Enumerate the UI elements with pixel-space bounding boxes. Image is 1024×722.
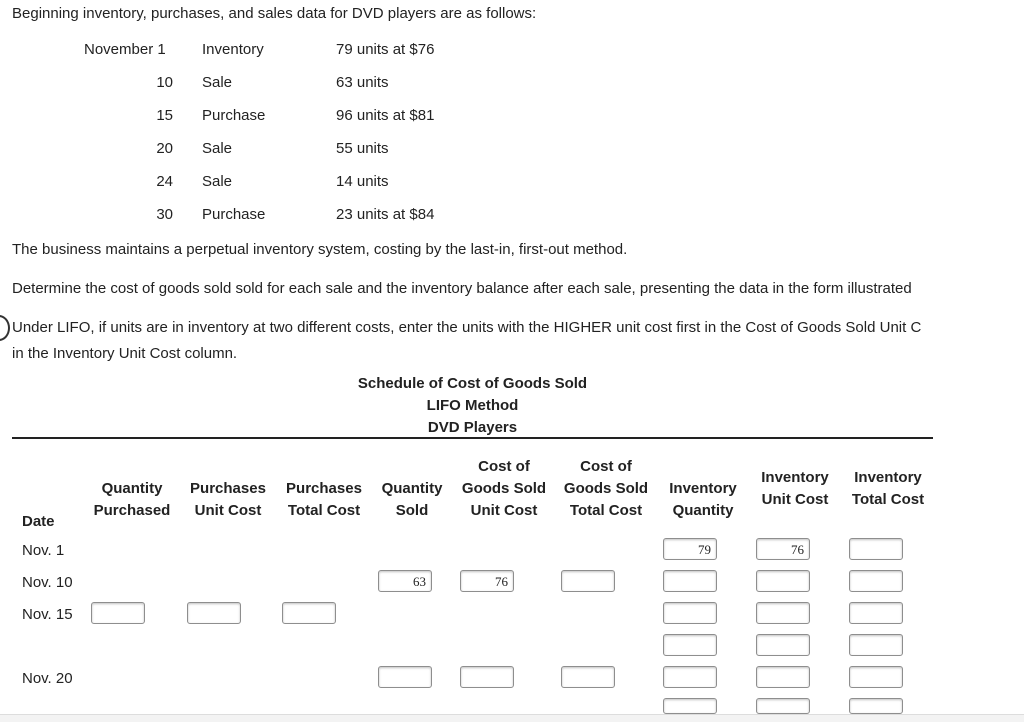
header-line: Quantity	[101, 480, 163, 497]
nov1-inventory-quantity-input[interactable]: 79	[663, 538, 717, 560]
nov15-inventory-unit-cost-input-2[interactable]	[756, 634, 810, 656]
question-marker	[0, 315, 10, 341]
nov10-quantity-sold-input[interactable]: 63	[378, 570, 432, 592]
nov20-inventory-unit-cost-input-1[interactable]	[756, 666, 810, 688]
transaction-day: 15	[156, 107, 173, 124]
header-quantity-sold	[374, 478, 450, 522]
transaction-type: Purchase	[202, 206, 266, 223]
transaction-type: Sale	[202, 173, 233, 190]
nov20-inventory-total-cost-input-2[interactable]	[849, 698, 903, 714]
row-date-nov-15: Nov. 15	[22, 606, 73, 623]
transaction-detail: 55 units	[336, 140, 389, 157]
schedule-title: Schedule of Cost of Goods Sold	[357, 375, 588, 392]
transaction-type: Sale	[202, 74, 233, 91]
header-line: Purchases	[190, 480, 266, 497]
transaction-type: Inventory	[202, 41, 264, 58]
transaction-detail: 23 units at $84	[336, 206, 435, 223]
nov10-cogs-unit-cost-input[interactable]: 76	[460, 570, 514, 592]
nov20-cogs-unit-cost-input[interactable]	[460, 666, 514, 688]
header-line: Inventory	[669, 480, 737, 497]
row-date-nov-1: Nov. 1	[22, 542, 65, 559]
instruction-para-1: The business maintains a perpetual inventory system, costing by the last-in, first-out method.	[12, 241, 628, 258]
header-line: Inventory	[854, 469, 922, 486]
transaction-type: Purchase	[202, 107, 266, 124]
header-line: Total Cost	[287, 502, 361, 519]
transaction-detail: 96 units at $81	[336, 107, 435, 124]
header-line: Inventory	[761, 469, 829, 486]
header-line: Quantity	[672, 502, 734, 519]
instruction-para-3: Under LIFO, if units are in inventory at two different costs, enter the units with the HIGHER unit cost first in the Cost of Goods Sold Unit C	[12, 319, 922, 336]
instruction-para-2: Determine the cost of goods sold sold for each sale and the inventory balance after each sale, presenting the data in the form illustrated	[12, 280, 912, 297]
nov20-inventory-quantity-input-1[interactable]	[663, 666, 717, 688]
header-quantity-purchased	[86, 478, 178, 522]
row-date-nov-20: Nov. 20	[22, 670, 73, 687]
nov1-inventory-total-cost-input[interactable]	[849, 538, 903, 560]
transaction-detail: 79 units at $76	[336, 41, 435, 58]
nov15-inventory-total-cost-input-2[interactable]	[849, 634, 903, 656]
nov1-inventory-unit-cost-input[interactable]: 76	[756, 538, 810, 560]
nov15-purchases-unit-cost-input[interactable]	[187, 602, 241, 624]
nov15-inventory-quantity-input-2[interactable]	[663, 634, 717, 656]
transaction-day: 20	[156, 140, 173, 157]
nov20-inventory-quantity-input-2[interactable]	[663, 698, 717, 714]
nov10-inventory-total-cost-input[interactable]	[849, 570, 903, 592]
nov20-inventory-unit-cost-input-2[interactable]	[756, 698, 810, 714]
header-line: Purchased	[93, 502, 171, 519]
nov10-inventory-quantity-input[interactable]	[663, 570, 717, 592]
nov15-inventory-quantity-input-1[interactable]	[663, 602, 717, 624]
header-inventory-unit-cost	[750, 467, 840, 511]
header-line: Quantity	[381, 480, 443, 497]
header-purchases-total-cost	[279, 478, 369, 522]
nov15-purchases-total-cost-input[interactable]	[282, 602, 336, 624]
header-line: Cost of	[478, 458, 530, 475]
header-line: Cost of	[580, 458, 632, 475]
header-purchases-unit-cost	[184, 478, 272, 522]
transaction-detail: 14 units	[336, 173, 389, 190]
header-line: Unit Cost	[470, 502, 538, 519]
nov15-inventory-unit-cost-input-1[interactable]	[756, 602, 810, 624]
nov20-quantity-sold-input[interactable]	[378, 666, 432, 688]
instruction-para-3-cont: in the Inventory Unit Cost column.	[12, 345, 238, 362]
header-line: Unit Cost	[194, 502, 262, 519]
header-line: Goods Sold	[563, 480, 649, 497]
row-date-nov-10: Nov. 10	[22, 574, 73, 591]
nov20-cogs-total-cost-input[interactable]	[561, 666, 615, 688]
transaction-type: Sale	[202, 140, 233, 157]
header-line: Total Cost	[851, 491, 925, 508]
header-line: Purchases	[286, 480, 362, 497]
nov10-inventory-unit-cost-input[interactable]	[756, 570, 810, 592]
header-line: Sold	[395, 502, 429, 519]
transaction-day: November 1	[84, 41, 166, 58]
transaction-day: 24	[156, 173, 173, 190]
nov10-cogs-total-cost-input[interactable]	[561, 570, 615, 592]
header-line: Goods Sold	[461, 480, 547, 497]
header-inventory-quantity	[659, 478, 747, 522]
transaction-day: 10	[156, 74, 173, 91]
nov15-inventory-total-cost-input-1[interactable]	[849, 602, 903, 624]
header-line: Unit Cost	[761, 491, 829, 508]
header-date: Date	[22, 513, 55, 530]
nov15-quantity-purchased-input[interactable]	[91, 602, 145, 624]
schedule-method: LIFO Method	[426, 397, 519, 414]
header-line: Total Cost	[569, 502, 643, 519]
transaction-day: 30	[156, 206, 173, 223]
nov20-inventory-total-cost-input-1[interactable]	[849, 666, 903, 688]
header-cogs-unit-cost	[456, 456, 552, 522]
intro-text: Beginning inventory, purchases, and sales data for DVD players are as follows:	[12, 5, 537, 22]
header-cogs-total-cost	[558, 456, 654, 522]
schedule-divider	[12, 437, 933, 439]
schedule-product: DVD Players	[427, 419, 518, 436]
transaction-detail: 63 units	[336, 74, 389, 91]
header-inventory-total-cost	[844, 467, 932, 511]
